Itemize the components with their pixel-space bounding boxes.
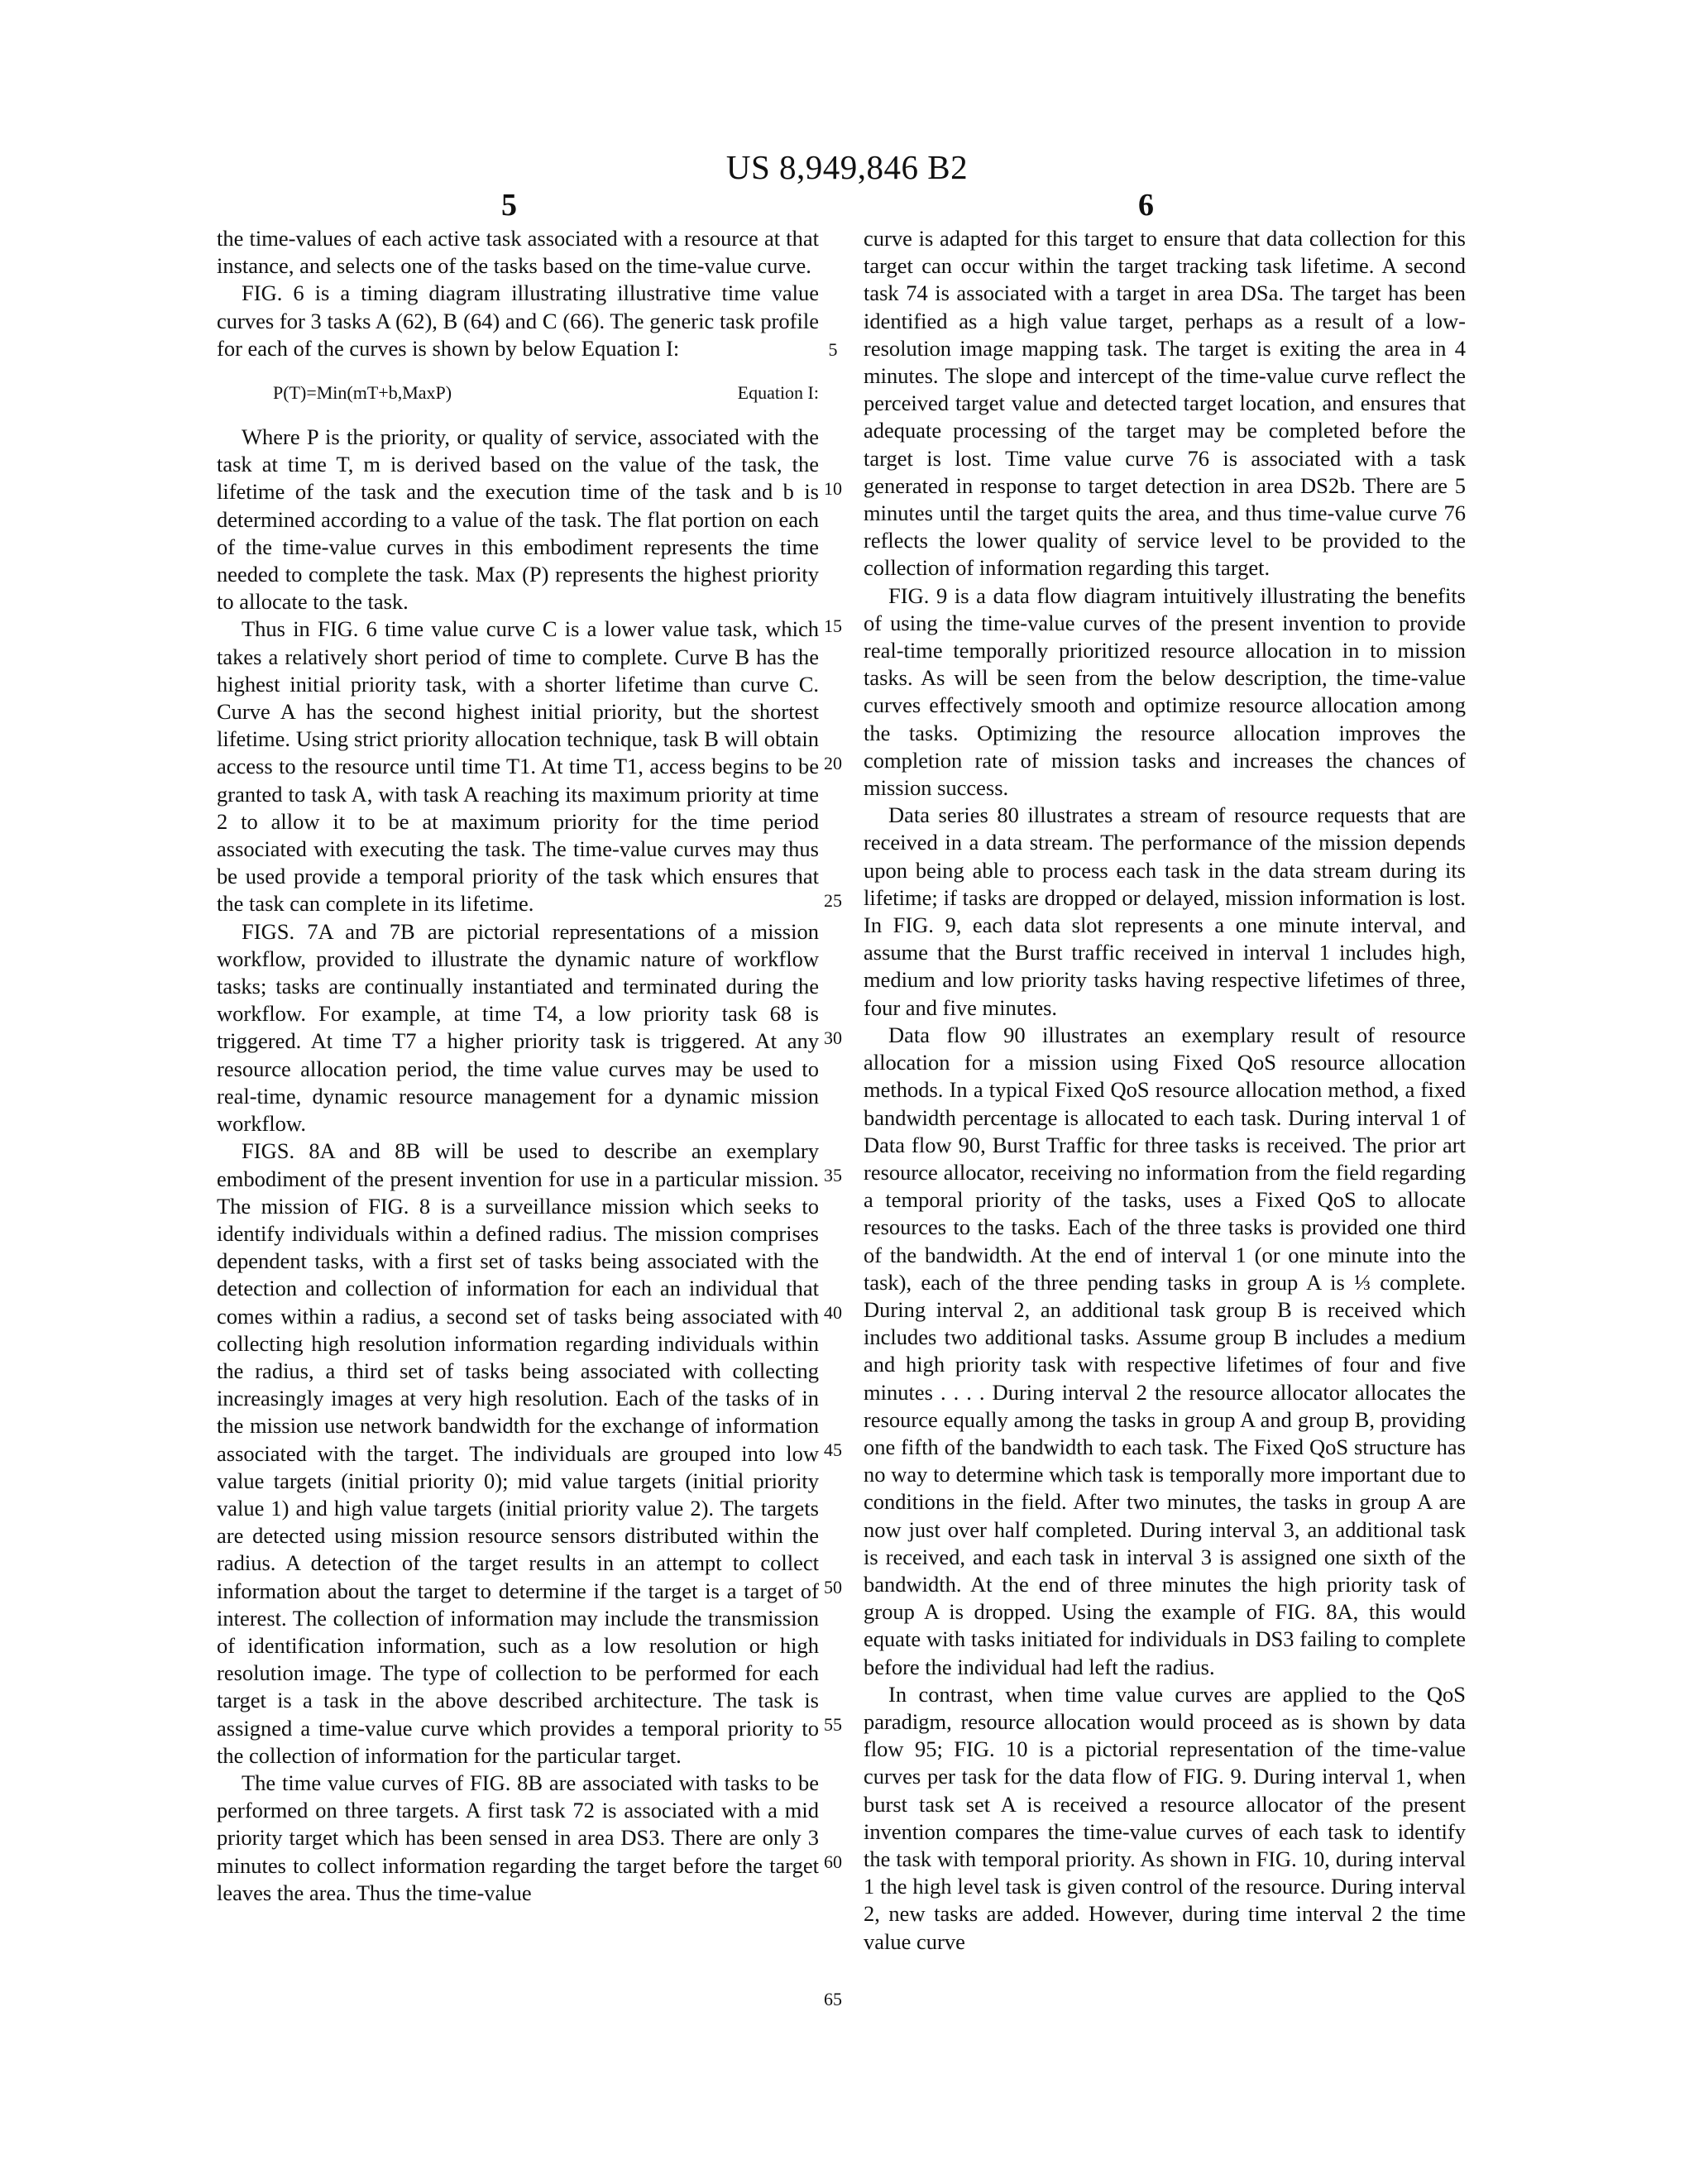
patent-number: US 8,949,846 B2 <box>725 148 969 186</box>
line-number: 45 <box>824 1439 842 1460</box>
paragraph: The time value curves of FIG. 8B are associated with tasks to be performed on three targets. A first task 72 is associated with a mid priority target which has been sensed in area DS3. There are only 3 minutes to collect information regarding the target before the target leaves the area. Thus the time-value <box>217 1770 819 1905</box>
paragraph: Where P is the priority, or quality of service, associated with the task at time T, m is derived based on the value of the task, the lifetime of the task and the execution time of the task and b is determined according to a value of the task. The flat portion on each of the time-value curves in this embodiment represents the time needed to complete the task. Max (P) represents the highest priority to allocate to the task. <box>217 424 819 615</box>
equation-label: Equation I: <box>737 382 819 404</box>
equation-block <box>217 366 819 424</box>
right-column <box>864 225 1466 1956</box>
line-number: 15 <box>824 615 842 636</box>
paragraph: curve is adapted for this target to ensure that data collection for this target can occur within the target tracking task lifetime. A second task 74 is associated with a target in area DSa. The target has been identified as a high value target, perhaps as a result of a low-resolution image mapping task. The target is exiting the area in 4 minutes. The slope and intercept of the time-value curve reflect the perceived target value and detected target location, and ensures that adequate processing of the target may be completed before the target is lost. Time value curve 76 is associated with a task generated in response to target detection in area DS2b. There are 5 minutes until the target quits the area, and thus time-value curve 76 reflects the lower quality of service level to be provided to the collection of information regarding this target. <box>864 226 1466 581</box>
right-column-number: 6 <box>1138 188 1154 223</box>
line-number: 40 <box>824 1302 842 1323</box>
line-number: 25 <box>824 890 842 911</box>
line-number: 50 <box>824 1577 842 1597</box>
paragraph: Thus in FIG. 6 time value curve C is a lower value task, which takes a relatively short period of time to complete. Curve B has the highest initial priority task, with a shorter lifetime than curve C. Curve A has the second highest initial priority, but the shortest lifetime. Using strict priority allocation technique, task B will obtain access to the resource until time T1. At time T1, access begins to be granted to task A, with task A reaching its maximum priority at time 2 to allow it to be at maximum priority for the time period associated with executing the task. The time-value curves may thus be used provide a temporal priority of the task which ensures that the task can complete in its lifetime. <box>217 616 819 917</box>
line-number: 55 <box>824 1714 842 1735</box>
paragraph: FIG. 9 is a data flow diagram intuitively illustrating the benefits of using the time-value curves of the present invention to provide real-time temporally prioritized resource allocation in to mission tasks. As will be seen from the below description, the time-value curves effectively smooth and optimize resource allocation among the tasks. Optimizing the resource allocation improves the completion rate of mission tasks and increases the chances of mission success. <box>864 582 1466 801</box>
line-number: 35 <box>824 1165 842 1185</box>
paragraph: FIG. 6 is a timing diagram illustrating illustrative time value curves for 3 tasks A (62), B (64) and C (66). The generic task profile for each of the curves is shown by below Equation I: <box>217 280 819 361</box>
left-column-number: 5 <box>501 188 517 223</box>
paragraph: Data flow 90 illustrates an exemplary result of resource allocation for a mission using Fixed QoS resource allocation methods. In a typical Fixed QoS resource allocation method, a fixed bandwidth percentage is allocated to each task. During interval 1 of Data flow 90, Burst Traffic for three tasks is received. The prior art resource allocator, receiving no information from the field regarding a temporal priority of the tasks, uses a Fixed QoS to allocate resources to the tasks. Each of the three tasks is provided one third of the bandwidth. At the end of interval 1 (or one minute into the task), each of the three pending tasks in group A is ⅓ complete. During interval 2, an additional task group B is received which includes two additional tasks. Assume group B includes a medium and high priority task with respective lifetimes of four and five minutes . . . . During interval 2 the resource allocator allocates the resource equally among the tasks in group A and group B, providing one fifth of the bandwidth to each task. The Fixed QoS structure has no way to determine which task is temporally more important due to conditions in the field. After two minutes, the tasks in group A are now just over half completed. During interval 3, an additional task is received, and each task in interval 3 is assigned one sixth of the bandwidth. At the end of three minutes the high priority task of group A is dropped. Using the example of FIG. 8A, this would equate with tasks initiated for individuals in DS3 failing to complete before the individual had left the radius. <box>864 1022 1466 1679</box>
line-number: 30 <box>824 1027 842 1048</box>
line-number: 10 <box>824 478 842 499</box>
line-number: 65 <box>824 1989 842 2009</box>
line-number: 60 <box>824 1851 842 1872</box>
paragraph: Data series 80 illustrates a stream of resource requests that are received in a data stream. The performance of the mission depends upon being able to process each task in the data stream during its lifetime; if tasks are dropped or delayed, mission information is lost. In FIG. 9, each data slot represents a one minute interval, and assume that the Burst traffic received in interval 1 includes high, medium and low priority tasks having respective lifetimes of three, four and five minutes. <box>864 802 1466 1020</box>
paragraph: FIGS. 8A and 8B will be used to describe an exemplary embodiment of the present invention for use in a particular mission. The mission of FIG. 8 is a surveillance mission which seeks to identify individuals within a defined radius. The mission comprises dependent tasks, with a first set of tasks being associated with the detection and collection of information for each an individual that comes within a radius, a second set of tasks being associated with collecting high resolution information regarding individuals within the radius, a third set of tasks being associated with collecting increasingly images at very high resolution. Each of the tasks of in the mission use network bandwidth for the exchange of information associated with the target. The individuals are grouped into low value targets (initial priority 0); mid value targets (initial priority value 1) and high value targets (initial priority value 2). The targets are detected using mission resource sensors distributed within the radius. A detection of the target results in an attempt to collect information about the target to determine if the target is a target of interest. The collection of information may include the transmission of identification information, such as a low resolution or high resolution image. The type of collection to be performed for each target is a task in the above described architecture. The task is assigned a time-value curve which provides a temporal priority to the collection of information for the particular target. <box>217 1138 819 1768</box>
paragraph: FIGS. 7A and 7B are pictorial representations of a mission workflow, provided to illustrate the dynamic nature of workflow tasks; tasks are continually instantiated and terminated during the workflow. For example, at time T4, a low priority task 68 is triggered. At time T7 a higher priority task is triggered. At any resource allocation period, the time value curves may be used to real-time, dynamic resource management for a dynamic mission workflow. <box>217 918 819 1137</box>
paragraph: In contrast, when time value curves are applied to the QoS paradigm, resource allocation would proceed as is shown by data flow 95; FIG. 10 is a pictorial representation of the time-value curves per task for the data flow of FIG. 9. During interval 1, when burst task set A is received a resource allocator of the present invention compares the time-value curves of each task to identify the task with temporal priority. As shown in FIG. 10, during interval 1 the high level task is given control of the resource. During interval 2, new tasks are added. However, during time interval 2 the time value curve <box>864 1681 1466 1954</box>
line-number: 5 <box>828 339 838 360</box>
paragraph: the time-values of each active task associated with a resource at that instance, and selects one of the tasks based on the time-value curve. <box>217 226 819 279</box>
equation: P(T)=Min(mT+b,MaxP) <box>273 382 452 404</box>
line-number: 20 <box>824 753 842 774</box>
left-column <box>217 225 819 1907</box>
